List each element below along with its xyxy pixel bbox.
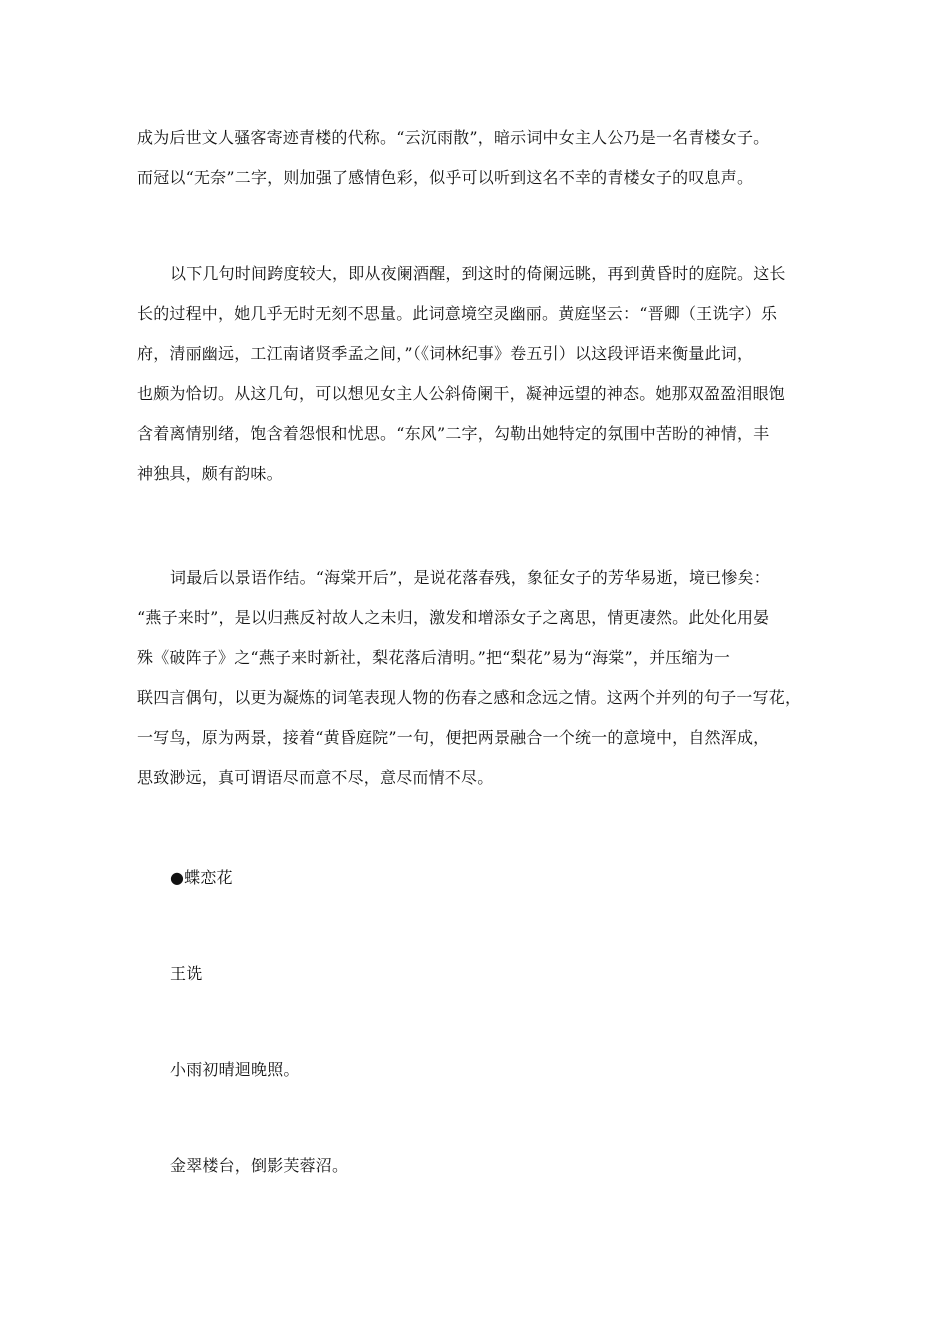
paragraph-2-line-4: 也颇为恰切。从这几句，可以想见女主人公斜倚阑干，凝神远望的神态。她那双盈盈泪眼饱 <box>137 384 786 403</box>
paragraph-1-line-2: 而冠以“无奈”二字，则加强了感情色彩，似乎可以听到这名不幸的青楼女子的叹息声。 <box>137 168 754 187</box>
paragraph-1-line-1: 成为后世文人骚客寄迹青楼的代称。“云沉雨散”，暗示词中女主人公乃是一名青楼女子。 <box>137 128 770 147</box>
paragraph-3-line-6: 思致渺远，真可谓语尽而意不尽，意尽而情不尽。 <box>137 768 494 787</box>
paragraph-2-line-3: 府，清丽幽远，工江南诸贤季孟之间，”（《词林纪事》卷五引）以这段评语来衡量此词， <box>137 344 754 363</box>
paragraph-3-line-3: 殊《破阵子》之“燕子来时新社，梨花落后清明。”把“梨花”易为“海棠”，并压缩为一 <box>137 648 731 667</box>
poem-title: ●蝶恋花 <box>170 868 233 887</box>
paragraph-2-line-1: 以下几句时间跨度较大，即从夜阑酒醒，到这时的倚阑远眺，再到黄昏时的庭院。这长 <box>170 264 786 283</box>
paragraph-3-line-5: 一写鸟，原为两景，接着“黄昏庭院”一句，便把两景融合一个统一的意境中，自然浑成， <box>137 728 770 747</box>
poem-line-2: 金翠楼台，倒影芙蓉沼。 <box>170 1156 349 1175</box>
poem-author: 王诜 <box>170 964 203 983</box>
paragraph-2-line-6: 神独具，颇有韵味。 <box>137 464 283 483</box>
paragraph-3-line-2: “燕子来时”，是以归燕反衬故人之未归，激发和增添女子之离思，情更凄然。此处化用晏 <box>137 608 770 627</box>
poem-line-1: 小雨初晴迴晚照。 <box>170 1060 300 1079</box>
paragraph-3-line-4: 联四言偶句，以更为凝炼的词笔表现人物的伤春之感和念远之情。这两个并列的句子一写花， <box>137 688 802 707</box>
paragraph-3-line-1: 词最后以景语作结。“海棠开后”，是说花落春残，象征女子的芳华易逝，境已惨矣： <box>170 568 770 587</box>
paragraph-2-line-5: 含着离情别绪，饱含着怨恨和忧思。“东风”二字，勾勒出她特定的氛围中苦盼的神情，丰 <box>137 424 770 443</box>
paragraph-2-line-2: 长的过程中，她几乎无时无刻不思量。此词意境空灵幽丽。黄庭坚云：“晋卿（王诜字）乐 <box>137 304 778 323</box>
